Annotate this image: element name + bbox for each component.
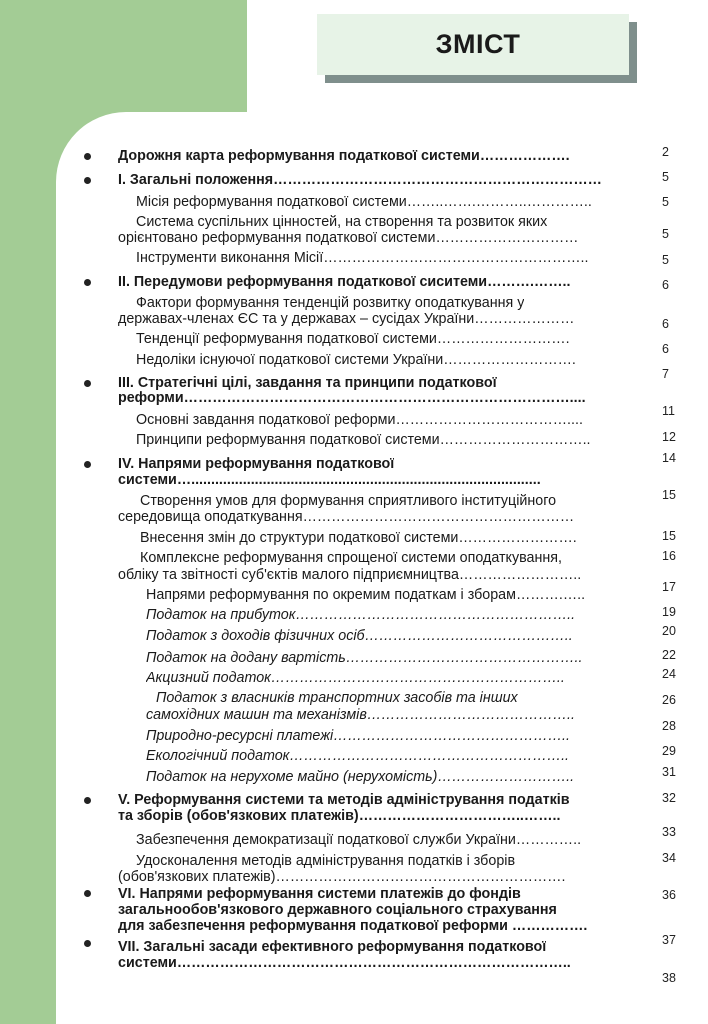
toc-entry-section-7: VII. Загальні засади ефективного реформування податкової bbox=[118, 940, 547, 955]
page-number: 7 bbox=[662, 367, 669, 381]
toc-entry: самохідних машин та механізмів…………………………………….. bbox=[146, 708, 575, 723]
toc-entry: Екологічний податок………………………………………………….. bbox=[146, 749, 570, 764]
toc-entry: Створення умов для формування сприятливого інституційного bbox=[140, 494, 557, 509]
bullet-icon bbox=[84, 279, 91, 286]
page-number: 6 bbox=[662, 278, 669, 292]
toc-entry-section-7-cont: системи……………………………………………………………………….. bbox=[118, 956, 571, 971]
toc-entry-section-4: IV. Напрями реформування податкової bbox=[118, 457, 395, 472]
page-number: 24 bbox=[662, 667, 676, 681]
toc-entry-section-5: V. Реформування системи та методів адміністрування податків bbox=[118, 793, 570, 808]
page-number: 22 bbox=[662, 648, 676, 662]
toc-entry: Напрями реформування по окремим податкам і зборам……….….. bbox=[146, 588, 586, 603]
toc-entry: Принципи реформування податкової системи………………………….. bbox=[136, 433, 591, 448]
bullet-icon bbox=[84, 380, 91, 387]
bullet-icon bbox=[84, 177, 91, 184]
page-number: 37 bbox=[662, 933, 676, 947]
toc-entry: Удосконалення методів адміністрування податків і зборів bbox=[136, 854, 516, 869]
page-number: 2 bbox=[662, 145, 669, 159]
page-number: 29 bbox=[662, 744, 676, 758]
toc-entry: Природно-ресурсні платежі………………………………………….. bbox=[146, 729, 570, 744]
page-number: 26 bbox=[662, 693, 676, 707]
toc-entry: Податок на нерухоме майно (нерухомість)……………………….. bbox=[146, 770, 575, 785]
toc-entry-section-4-cont: системи…........................................................................................ bbox=[118, 473, 541, 488]
page-number: 32 bbox=[662, 791, 676, 805]
toc-entry: Податок на прибуток………………………………………………….. bbox=[146, 608, 576, 623]
toc-entry-section-6-cont: для забезпечення реформування податкової реформи ……………. bbox=[118, 919, 588, 934]
page-number: 36 bbox=[662, 888, 676, 902]
toc-entry-section-6-cont: загальнообов'язкового державного соціального страхування bbox=[118, 903, 557, 918]
toc-entry: середовища оподаткування………………………………………………… bbox=[118, 510, 575, 525]
page-number: 19 bbox=[662, 605, 676, 619]
toc-entry: орієнтовано реформування податкової системи………………………… bbox=[118, 231, 579, 246]
toc-entry-roadmap: Дорожня карта реформування податкової системи………………. bbox=[118, 149, 570, 164]
bullet-icon bbox=[84, 153, 91, 160]
page-number: 6 bbox=[662, 317, 669, 331]
toc-entry-section-5-cont: та зборів (обов'язкових платежів)……………………………..…….. bbox=[118, 809, 561, 824]
page-number: 31 bbox=[662, 765, 676, 779]
page-number: 15 bbox=[662, 529, 676, 543]
page-number: 38 bbox=[662, 971, 676, 985]
page-number: 33 bbox=[662, 825, 676, 839]
page-title: ЗМІСТ bbox=[435, 29, 521, 59]
page-number: 16 bbox=[662, 549, 676, 563]
toc-entry: Місія реформування податкової системи……..…….………..………….. bbox=[136, 195, 592, 210]
page-number: 6 bbox=[662, 342, 669, 356]
page-number: 15 bbox=[662, 488, 676, 502]
toc-entry: Недоліки існуючої податкової системи України………………………. bbox=[136, 353, 576, 368]
toc-entry: Внесення змін до структури податкової системи……………………. bbox=[140, 531, 577, 546]
page-number: 12 bbox=[662, 430, 676, 444]
green-left-strip bbox=[0, 0, 56, 1024]
toc-entry: державах-членах ЄС та у державах – сусідах України………………… bbox=[118, 312, 575, 327]
page-number: 28 bbox=[662, 719, 676, 733]
toc-entry: Тенденції реформування податкової системи………………………. bbox=[136, 332, 570, 347]
page-number: 20 bbox=[662, 624, 676, 638]
toc-entry-section-3-cont: реформи……………………………………………………………………….... bbox=[118, 391, 586, 406]
page-number: 5 bbox=[662, 195, 669, 209]
toc-entry: Податок з доходів фізичних осіб…………………………………….. bbox=[146, 629, 573, 644]
page-number: 5 bbox=[662, 170, 669, 184]
toc-entry-section-2: II. Передумови реформування податкової сиситеми……….…….. bbox=[118, 275, 571, 290]
toc-entry: (обов'язкових платежів)……………………………………………………. bbox=[118, 870, 566, 885]
toc-entry: Фактори формування тенденцій розвитку оподаткування у bbox=[136, 296, 525, 311]
toc-entry: Забезпечення демократизації податкової служби України………….. bbox=[136, 833, 582, 848]
bullet-icon bbox=[84, 461, 91, 468]
bullet-icon bbox=[84, 797, 91, 804]
page-number: 11 bbox=[662, 404, 675, 418]
toc-entry: обліку та звітності суб'єктів малого підприємництва…………………….. bbox=[118, 568, 582, 583]
bullet-icon bbox=[84, 940, 91, 947]
toc-entry: Інструменти виконання Місії……………………………………………….. bbox=[136, 251, 589, 266]
page-number: 17 bbox=[662, 580, 676, 594]
bullet-icon bbox=[84, 890, 91, 897]
page-number: 34 bbox=[662, 851, 676, 865]
toc-entry: Основні завдання податкової реформи……………………………….... bbox=[136, 413, 583, 428]
toc-entry-section-6: VI. Напрями реформування системи платежів до фондів bbox=[118, 887, 521, 902]
toc-entry-section-1: I. Загальні положення…………………………………………………………… bbox=[118, 173, 602, 188]
toc-entry: Податок на додану вартість………………………………………….. bbox=[146, 651, 583, 666]
toc-entry: Комплексне реформування спрощеної системи оподаткування, bbox=[140, 551, 562, 566]
page-number: 14 bbox=[662, 451, 676, 465]
page-number: 5 bbox=[662, 253, 669, 267]
toc-entry: Акцизний податок…………………………………………………….. bbox=[146, 671, 565, 686]
title-box bbox=[317, 14, 629, 75]
toc-entry: Система суспільних цінностей, на створення та розвиток яких bbox=[136, 215, 548, 230]
page-number: 5 bbox=[662, 227, 669, 241]
toc-entry-section-3: III. Стратегічні цілі, завдання та принципи податкової bbox=[118, 376, 497, 391]
toc-entry: Податок з власників транспортних засобів та інших bbox=[156, 691, 518, 706]
